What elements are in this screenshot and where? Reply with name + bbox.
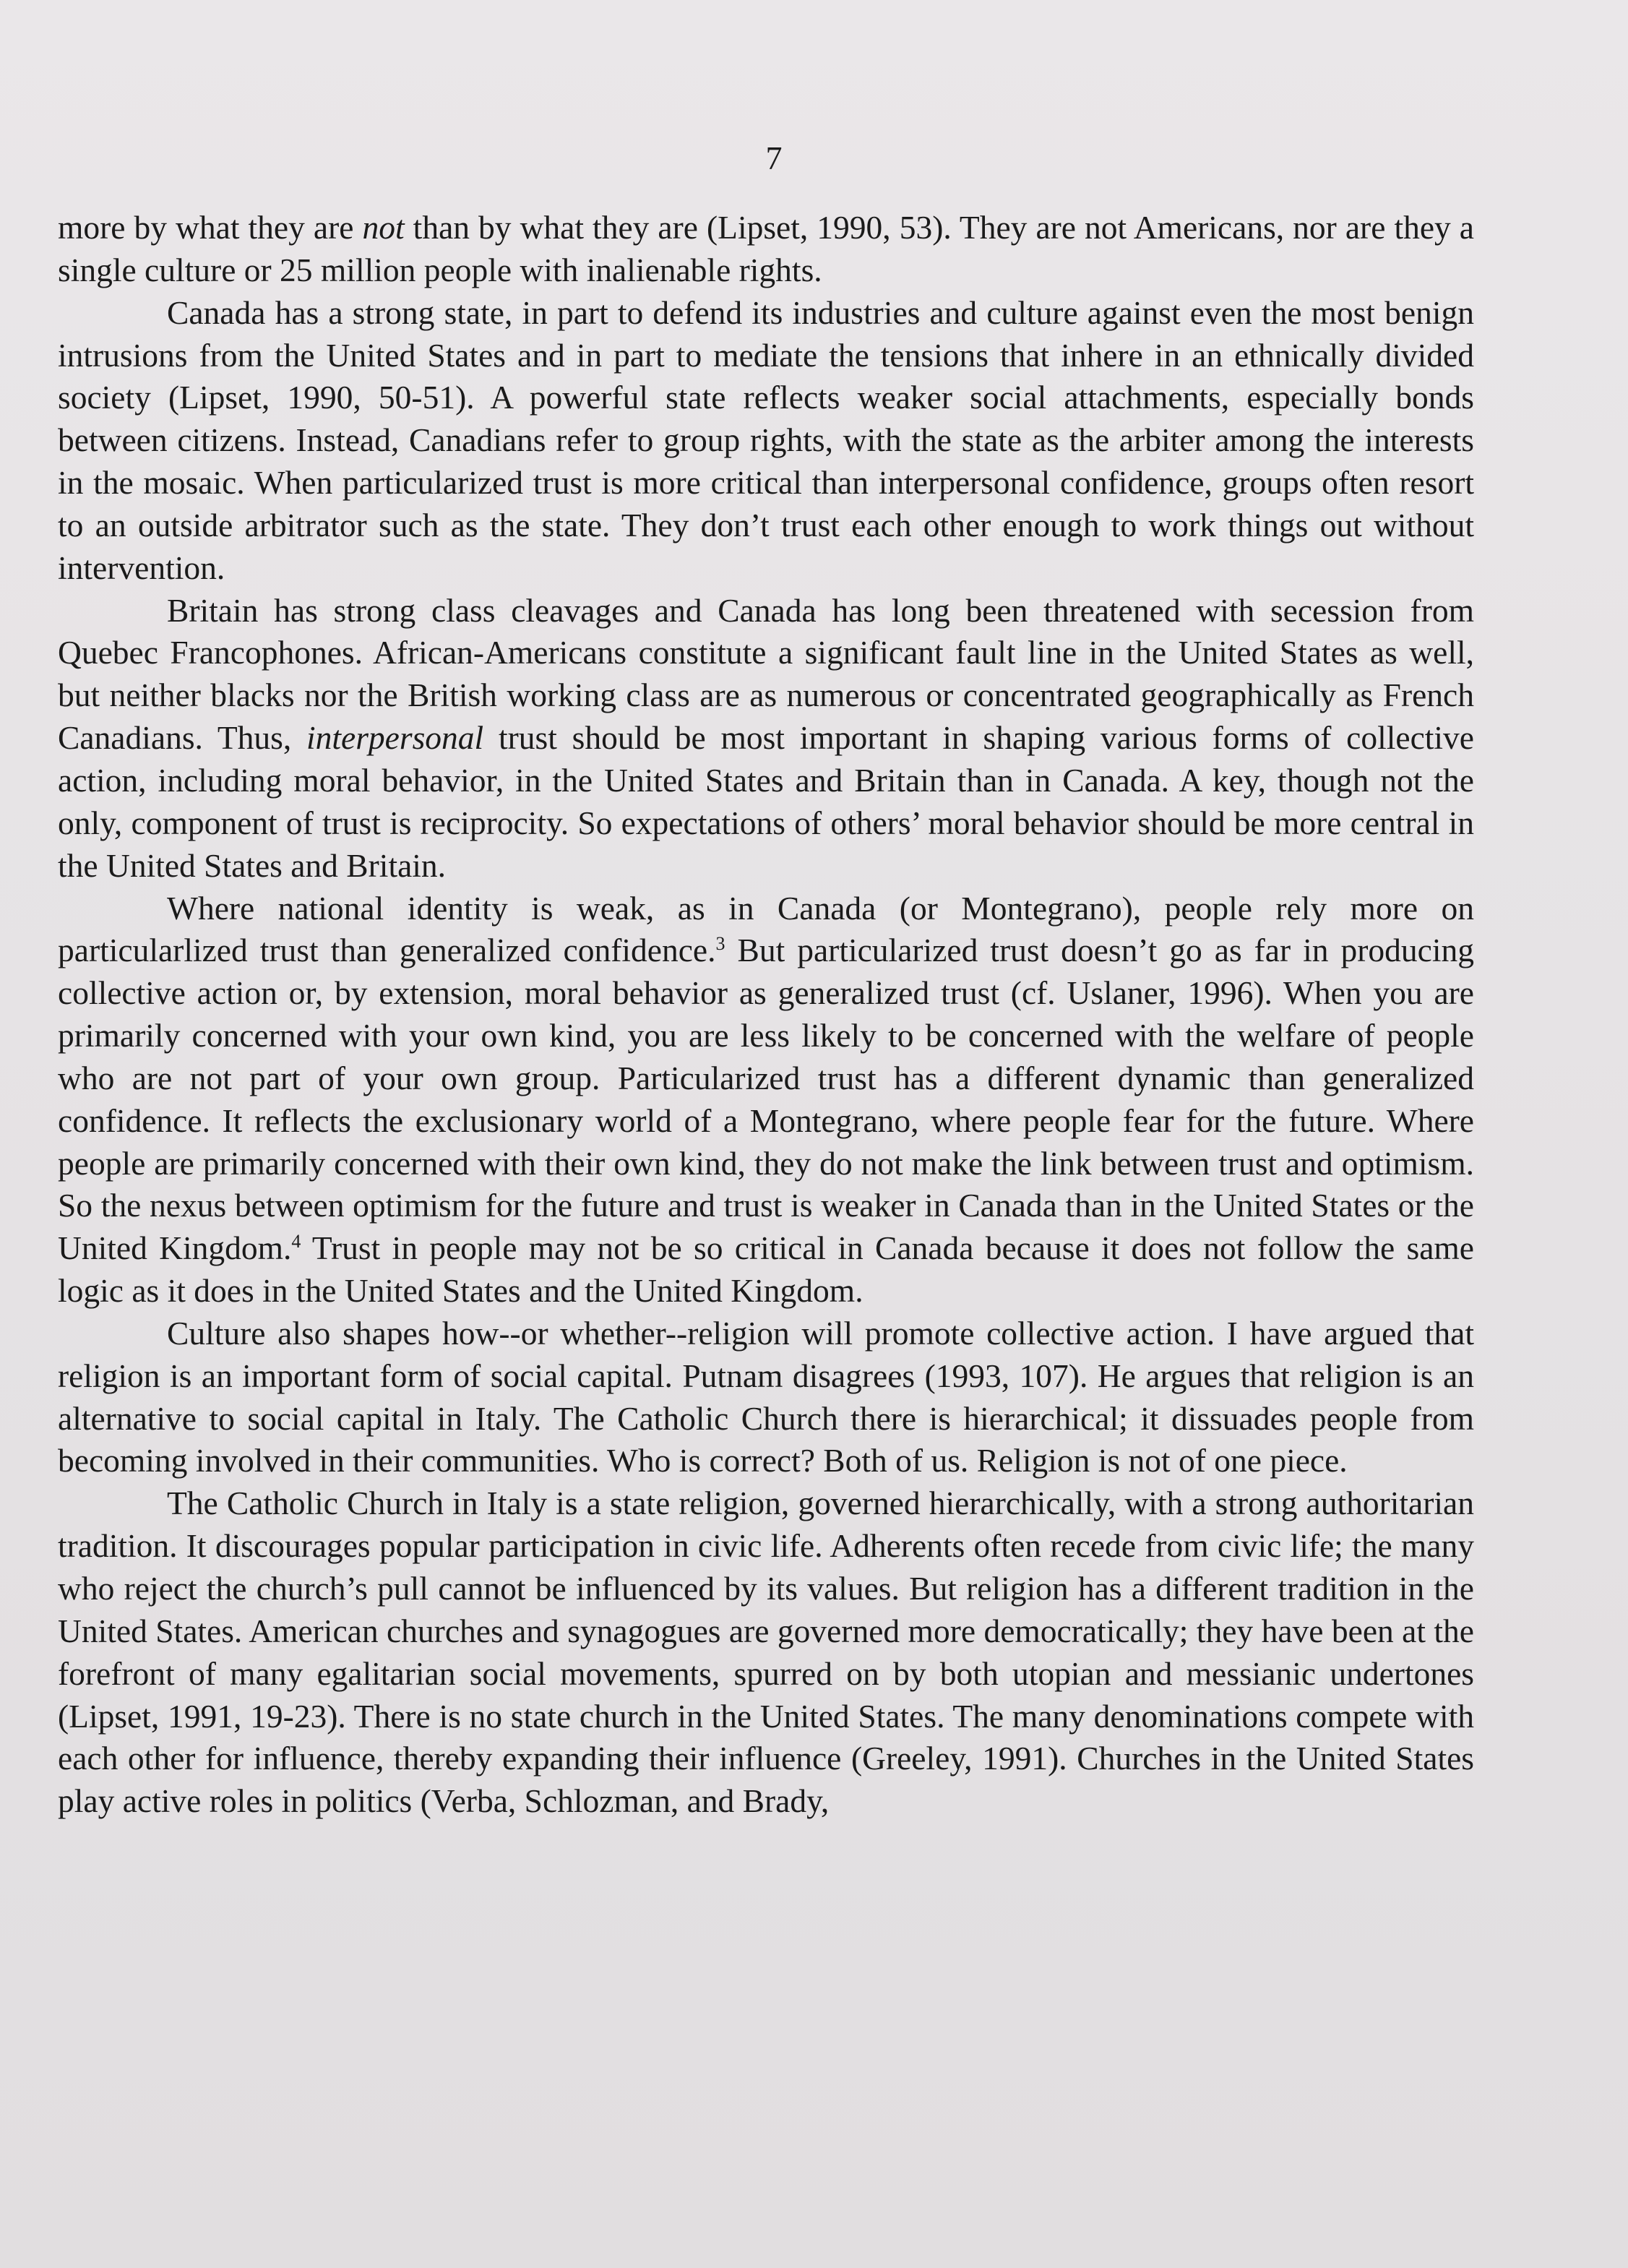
page-number: 7 <box>765 139 783 176</box>
text-run: Trust in people may not be so critical in Canada because it does not follow the same logic as it does in the United States and the United Kingdom. <box>58 1229 1475 1310</box>
body-text <box>58 207 1474 1823</box>
italic-text: interpersonal <box>306 719 484 757</box>
text-run: Where national identity is weak, as in Canada (or Montegrano), people rely more on particularlized trust than generalized confidence. <box>58 889 1474 969</box>
text-run: But particularized trust doesn’t go as far in producing collective action or, by extension, moral behavior as generalized trust (cf. Uslaner, 1996). When you are primarily concerned with your own kind, you are less likely to be concerned with the welfare of people who are not part of your own group. Particularized trust has a different dynamic than generalized confidence. It reflects the exclusionary world of a Montegrano, where people fear for the future. Where people are primarily concerned with their own kind, they do not make the link between trust and optimism. So the nexus between optimism for the future and trust is weaker in Canada than in the United States or the United Kingdom. <box>58 932 1474 1267</box>
paragraph <box>58 292 1474 590</box>
text-run: The Catholic Church in Italy is a state religion, governed hierarchically, with a strong authoritarian tradition. It discourages popular participation in civic life. Adherents often recede from civic life; the many who reject the church’s pull cannot be influenced by its values. But religion has a different tradition in the United States. American churches and synagogues are governed more democratically; they have been at the forefront of many egalitarian social movements, spurred on by both utopian and messianic undertones (Lipset, 1991, 19-23). There is no state church in the United States. The many denominations compete with each other for influence, thereby expanding their influence (Greeley, 1991). Churches in the United States play active roles in politics (Verba, Schlozman, and Brady, <box>58 1485 1474 1820</box>
text-run: Culture also shapes how--or whether--religion will promote collective action. I have argued that religion is an important form of social capital. Putnam disagrees (1993, 107). He argues that religion is an alternative to social capital in Italy. The Catholic Church there is hierarchical; it dissuades people from becoming involved in their communities. Who is correct? Both of us. Religion is not of one piece. <box>58 1314 1474 1479</box>
text-run: Britain has strong class cleavages and Canada has long been threatened with secession from Quebec Francophones. African-Americans constitute a significant fault line in the United States as well, but neither blacks nor the British working class are as numerous or concentrated geographically as French Canadians. Thus, <box>58 591 1474 757</box>
paragraph <box>58 888 1474 1313</box>
paragraph <box>58 1313 1474 1482</box>
text-run: Canada has a strong state, in part to defend its industries and culture against even the most benign intrusions from the United States and in part to mediate the tensions that inhere in an ethnically divided society (Lipset, 1990, 50-51). A powerful state reflects weaker social attachments, especially bonds between citizens. Instead, Canadians refer to group rights, with the state as the arbiter among the interests in the mosaic. When particularized trust is more critical than interpersonal confidence, groups often resort to an outside arbitrator such as the state. They don’t trust each other enough to work things out without intervention. <box>58 293 1474 586</box>
paragraph <box>58 590 1474 888</box>
text-run: than by what they are (Lipset, 1990, 53). They are not Americans, nor are they a single culture or 25 million people with inalienable rights. <box>58 209 1475 288</box>
paragraph <box>58 207 1474 292</box>
text-run: more by what they are <box>58 209 363 246</box>
text-run: trust should be most important in shaping various forms of collective action, including moral behavior, in the United States and Britain than in Canada. A key, though not the only, component of trust is reciprocity. So expectations of others’ moral behavior should be more central in the United States and Britain. <box>58 719 1474 884</box>
paragraph <box>58 1482 1474 1823</box>
footnote-marker: 3 <box>715 933 725 955</box>
footnote-marker: 4 <box>291 1231 301 1253</box>
italic-text: not <box>362 209 405 246</box>
